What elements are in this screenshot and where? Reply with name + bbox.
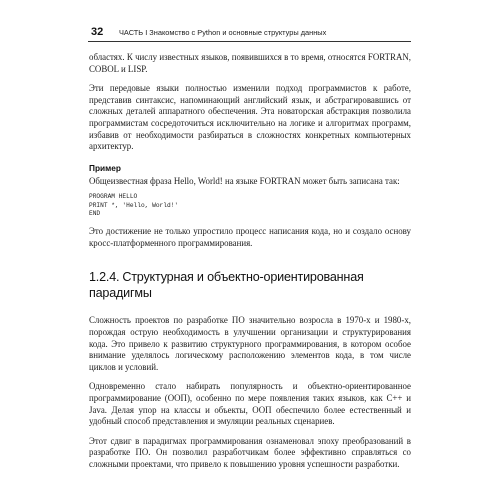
paragraph-4: Это достижение не только упростило процесс написания кода, но и создало основу кросс-платформенного программирования. [89, 226, 411, 248]
page-header [88, 25, 411, 42]
paragraph-5: Сложность проектов по разработке ПО значительно возросла в 1970-х и 1980-х, порождая острую необходимость в улучшении организации и структурирования кода. Это привело к развитию структурного программирования, в котором особое внимание уделялось логическому расположению элементов кода, в том числе циклов и условий. [89, 315, 411, 372]
page-content [89, 52, 411, 471]
paragraph-3: Общеизвестная фраза Hello, World! на языке FORTRAN может быть записана так: [89, 175, 400, 186]
page-number: 32 [91, 26, 104, 38]
running-head: ЧАСТЬ I Знакомство с Python и основные структуры данных [119, 28, 327, 37]
paragraph-7: Этот сдвиг в парадигмах программирования ознаменовал эпоху преобразований в разработке ПО. Он позволил разработчикам более эффективно справляться со сложными проектами, что привело к повышению уровня успешности разработки. [89, 435, 411, 469]
section-heading [89, 269, 411, 301]
section-number: 1.2.4. [89, 270, 120, 285]
code-listing: PROGRAM HELLO PRINT *, 'Hello, World!' END [89, 193, 179, 217]
paragraph-2: Эти передовые языки полностью изменили подход программистов к работе, представив синтаксис, напоминающий английский язык, и абстрагировавшись от сложных деталей аппаратного обеспечения. Эта новаторская абстракция позволила программистам сосредоточиться исключительно на логике и алгоритмах программ, избавив от необходимости разбираться в сложностях конкретных компьютерных архитектур. [89, 83, 411, 152]
paragraph-6: Одновременно стало набирать популярность и объектно-ориентированное программирование (ООП), особенно по мере появления таких языков, как C++ и Java. Делая упор на классы и объекты, ООП обеспечило более естественный и удобный способ представления и эмуляции реальных сценариев. [89, 381, 411, 427]
section-title: Структурная и объектно-ориентированная парадигмы [89, 270, 364, 301]
paragraph-1: областях. К числу известных языков, появившихся в то время, относятся FORTRAN, COBOL и LISP. [89, 52, 411, 74]
example-heading: Пример [89, 162, 121, 173]
